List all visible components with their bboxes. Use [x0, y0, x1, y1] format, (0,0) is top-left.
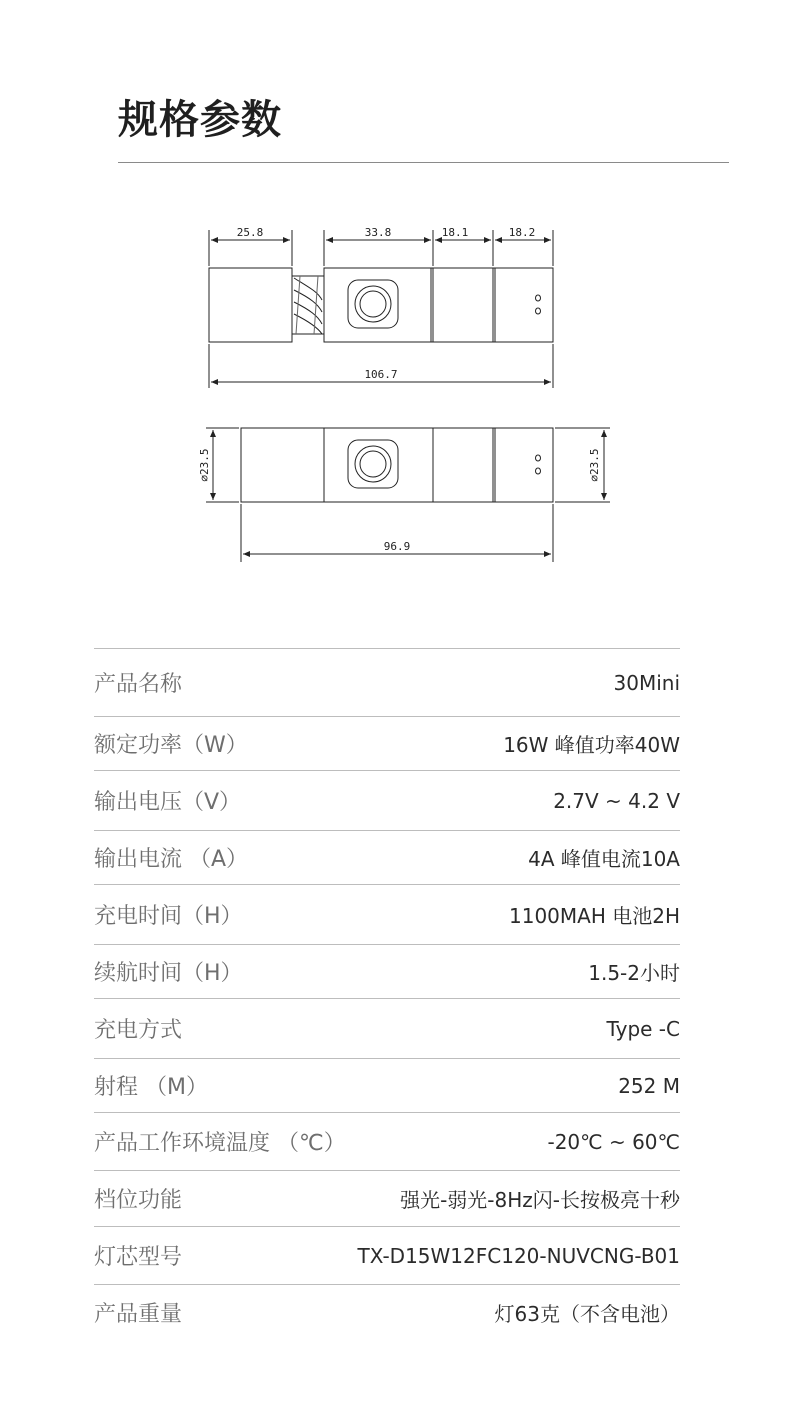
spec-value: 1.5-2小时: [588, 961, 680, 985]
button-icon: [348, 280, 398, 328]
spec-label: 产品重量: [94, 1302, 183, 1327]
spec-row: [94, 998, 680, 1058]
dim-25-8: 25.8: [236, 226, 264, 239]
spec-value: 1100MAH 电池2H: [509, 904, 680, 928]
spec-row: [94, 884, 680, 944]
spec-value: 4A 峰值电流10A: [528, 847, 680, 871]
side-view-body: [241, 428, 553, 502]
spec-row: [94, 1112, 680, 1170]
spec-label: 输出电流 （A）: [94, 847, 249, 872]
spec-value: 2.7V ~ 4.2 V: [553, 788, 680, 813]
dim-diameter-right: ∅23.5: [588, 448, 601, 482]
spec-row: [94, 1058, 680, 1112]
spec-row: [94, 1284, 680, 1340]
spec-label: 产品名称: [94, 672, 183, 697]
spec-table: [94, 648, 680, 1340]
dim-total-side: 96.9: [383, 540, 411, 553]
spec-row: [94, 1226, 680, 1284]
spec-row: [94, 1170, 680, 1226]
dim-18-1: 18.1: [441, 226, 469, 239]
spec-row: [94, 648, 680, 716]
spec-label: 档位功能: [94, 1188, 183, 1213]
spec-value: Type -C: [606, 1016, 680, 1041]
spec-value: -20℃ ~ 60℃: [547, 1129, 680, 1154]
spec-label: 射程 （M）: [94, 1075, 208, 1100]
spec-label: 充电时间（H）: [94, 904, 243, 929]
dim-total-top: 106.7: [364, 368, 398, 381]
top-view-body: [209, 268, 553, 342]
spring-icon: [292, 276, 324, 334]
technical-drawing: [0, 0, 790, 600]
spec-row: [94, 830, 680, 884]
spec-row: [94, 770, 680, 830]
spec-row: [94, 944, 680, 998]
spec-value: 16W 峰值功率40W: [503, 733, 680, 757]
spec-label: 灯芯型号: [94, 1245, 183, 1270]
dim-18-2: 18.2: [508, 226, 536, 239]
spec-value: 灯63克（不含电池）: [494, 1302, 680, 1326]
spec-label: 充电方式: [94, 1018, 183, 1043]
spec-value: TX-D15W12FC120-NUVCNG-B01: [357, 1243, 680, 1268]
spec-label: 产品工作环境温度 （℃）: [94, 1131, 346, 1156]
spec-row: [94, 716, 680, 770]
dim-33-8: 33.8: [364, 226, 392, 239]
page-title: 规格参数: [118, 97, 282, 143]
spec-label: 输出电压（V）: [94, 790, 242, 815]
spec-value: 30Mini: [613, 670, 680, 695]
spec-label: 续航时间（H）: [94, 961, 243, 986]
spec-label: 额定功率（W）: [94, 733, 248, 758]
spec-value: 252 M: [618, 1073, 680, 1098]
spec-value: 强光-弱光-8Hz闪-长按极亮十秒: [400, 1188, 680, 1212]
dim-diameter-left: ∅23.5: [198, 448, 211, 482]
side-button-icon: [348, 440, 398, 488]
